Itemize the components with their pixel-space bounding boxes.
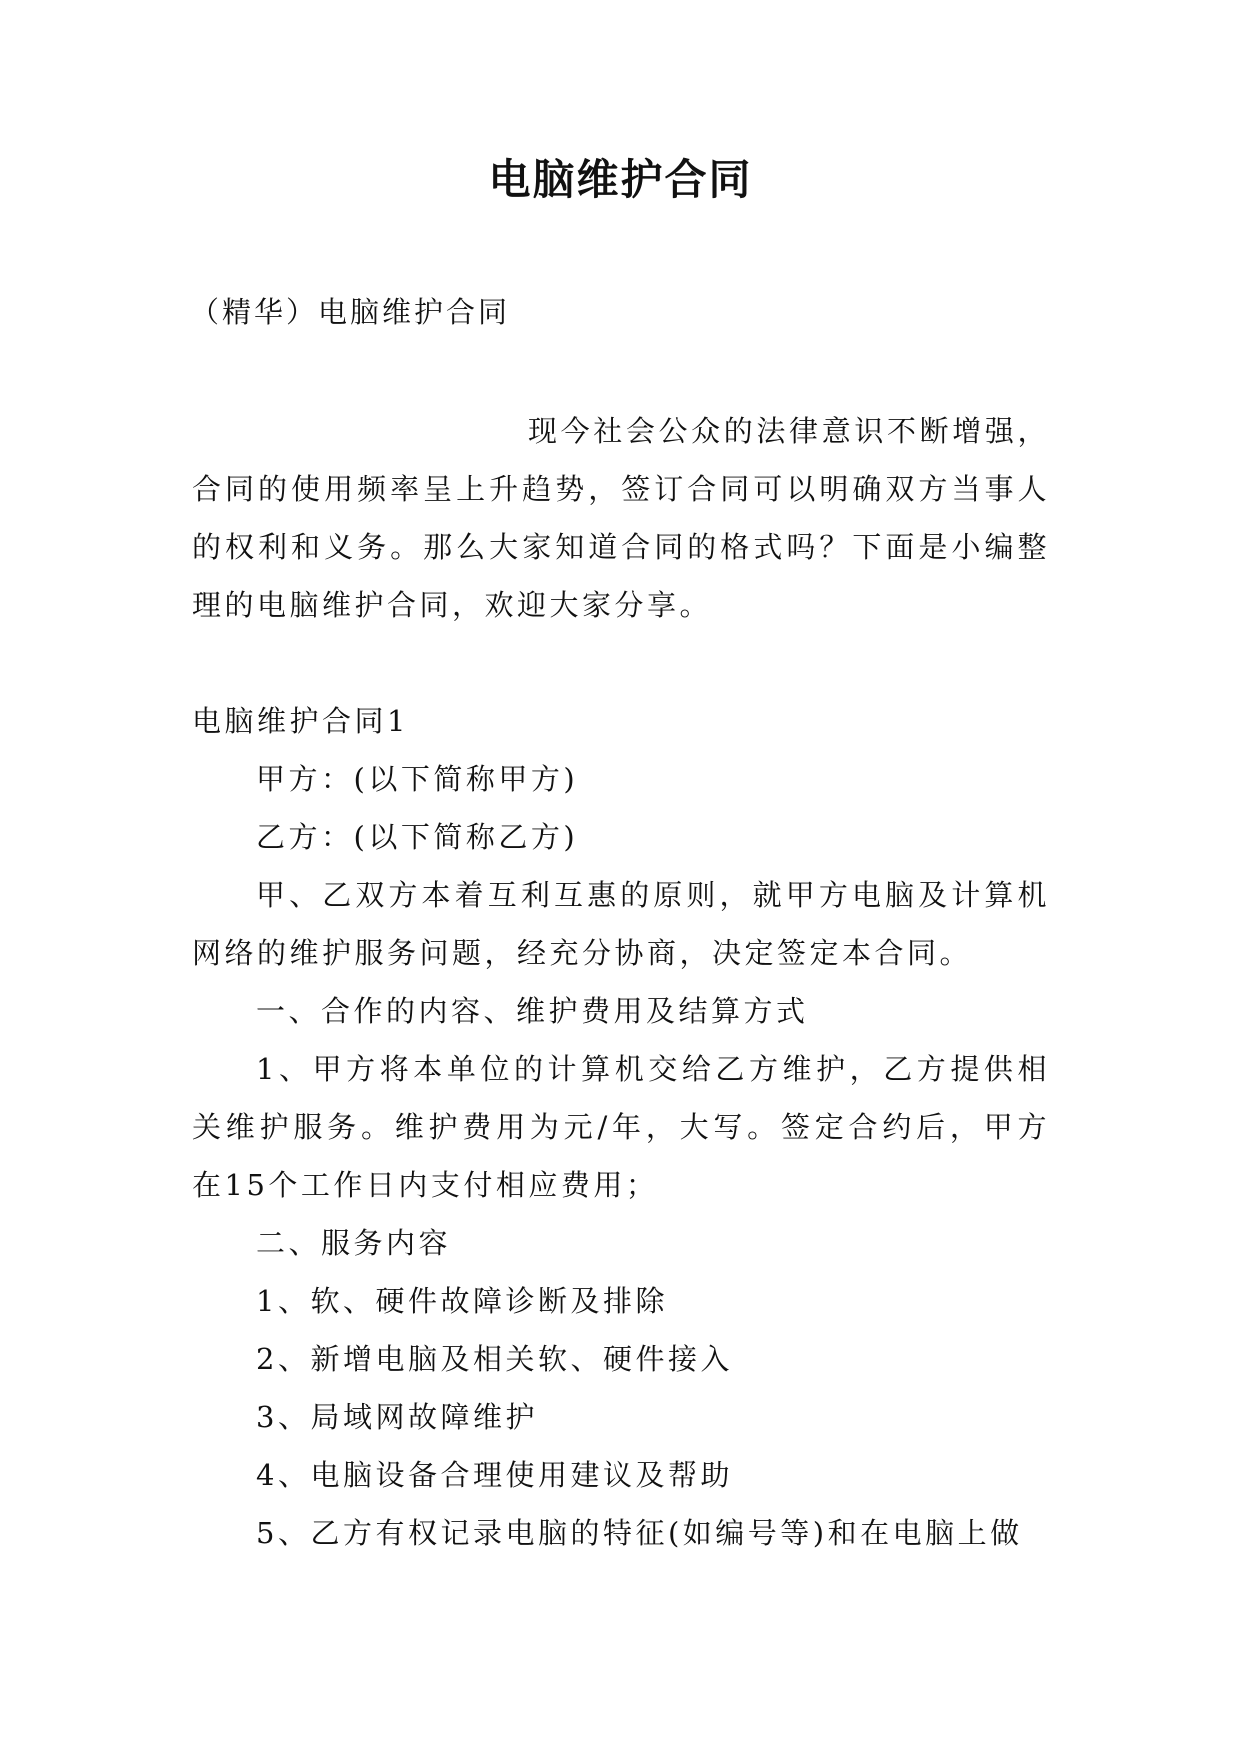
service-item: 4、电脑设备合理使用建议及帮助 bbox=[256, 1458, 733, 1492]
intro-paragraph: 现今社会公众的法律意识不断增强，合同的使用频率呈上升趋势，签订合同可以明确双方当事人的权利和义务。那么大家知道合同的格式吗？下面是小编整理的电脑维护合同，欢迎大家分享。 bbox=[192, 414, 1050, 622]
clause-1-item-1: 1、甲方将本单位的计算机交给乙方维护，乙方提供相关维护服务。维护费用为元/年，大写。签定合约后，甲方在15个工作日内支付相应费用； bbox=[192, 1052, 1050, 1202]
contract-body bbox=[192, 692, 1050, 1562]
section-heading: 电脑维护合同1 bbox=[192, 704, 409, 738]
clause-1-heading: 一、合作的内容、维护费用及结算方式 bbox=[256, 994, 809, 1028]
service-item: 3、局域网故障维护 bbox=[256, 1400, 538, 1434]
party-b-line: 乙方：(以下简称乙方) bbox=[256, 820, 579, 854]
clause-2-heading: 二、服务内容 bbox=[256, 1226, 452, 1260]
document-title: 电脑维护合同 bbox=[488, 155, 753, 204]
preamble-paragraph: 甲、乙双方本着互利互惠的原则，就甲方电脑及计算机网络的维护服务问题，经充分协商，决定签定本合同。 bbox=[192, 878, 1050, 970]
party-a-line: 甲方：(以下简称甲方) bbox=[256, 762, 579, 796]
service-item: 1、软、硬件故障诊断及排除 bbox=[256, 1284, 668, 1318]
document-subtitle: （精华）电脑维护合同 bbox=[190, 295, 511, 329]
service-item: 5、乙方有权记录电脑的特征(如编号等)和在电脑上做 bbox=[256, 1516, 1023, 1550]
service-item: 2、新增电脑及相关软、硬件接入 bbox=[256, 1342, 733, 1376]
